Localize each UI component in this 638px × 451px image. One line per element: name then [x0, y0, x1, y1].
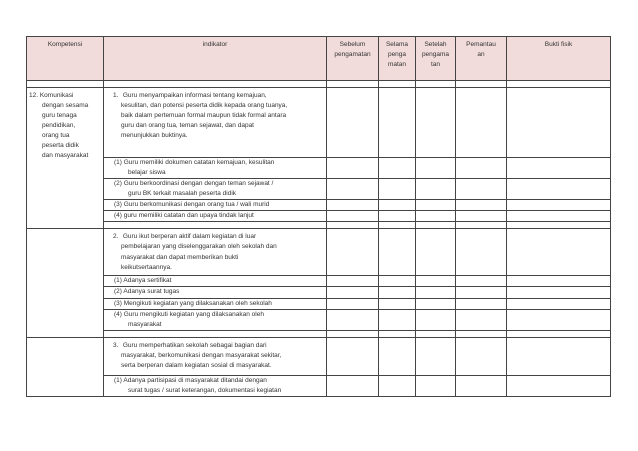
indicator-2: 2. Guru ikut berperan aktif dalam kegiatan di luar pembelajaran yang diselenggarakan oleh sekolah dan masyarakat dan dapat memberikan bukti keikutsertaannya.	[104, 229, 327, 276]
header-pemantauan: Pemantau an	[456, 37, 507, 81]
indicator-1-sub-2: (2) Guru berkoordinasi dengan dengan teman sejawat / guru BK terkait masalah peserta didik	[104, 179, 327, 200]
subitem-row	[27, 375, 611, 396]
indicator-1-sub-1: (1) Guru memiliki dokumen catatan kemajuan, kesulitan belajar siswa	[104, 158, 327, 179]
indicator-1-sub-4: (4) guru memiliki catatan dan upaya tindak lanjut	[104, 211, 327, 222]
header-indikator: indikator	[104, 37, 327, 81]
indicator-3-sub-1: (1) Adanya partisipasi di masyarakat ditandai dengan surat tugas / surat keterangan, dokumentasi kegiatan	[104, 375, 327, 396]
subitem-row	[27, 200, 611, 211]
header-kompetensi: Kompetensi	[27, 37, 104, 81]
competency-cell: 12. Komunikasi dengan sesama guru tenaga pendidikan, orang tua peserta didik dan masyarakat	[27, 88, 104, 229]
indicator-row	[27, 229, 611, 276]
indicator-2-sub-2: (2) Adanya surat tugas	[104, 287, 327, 298]
header-row	[27, 37, 611, 81]
subitem-row	[27, 309, 611, 330]
indicator-2-sub-1: (1) Adanya sertifikat	[104, 276, 327, 287]
header-bukti-fisik: Bukti fisik	[507, 37, 611, 81]
indicator-2-sub-3: (3) Mengikuti kegiatan yang dilaksanakan oleh sekolah	[104, 298, 327, 309]
subitem-row	[27, 179, 611, 200]
indicator-1: 1. Guru menyampaikan informasi tentang kemajuan, kesulitan, dan potensi peserta didik kepada orang tuanya, baik dalam pertemuan formal maupun tidak formal antara guru dan orang tua, teman sejawat, dan dapat menunjukkan buktinya.	[104, 88, 327, 158]
indicator-2-sub-4: (4) Guru mengikuti kegiatan yang dilaksanakan oleh masyarakat	[104, 309, 327, 330]
subitem-row	[27, 276, 611, 287]
observation-table	[26, 36, 611, 397]
subitem-row	[27, 298, 611, 309]
indicator-3: 3. Guru memperhatikan sekolah sebagai bagian dari masyarakat, berkomunikasi dengan masyarakat sekitar, serta berperan dalam kegiatan sosial di masyarakat.	[104, 337, 327, 375]
spacer-row	[27, 81, 611, 88]
subitem-row	[27, 211, 611, 222]
subitem-row	[27, 287, 611, 298]
header-setelah: Setelah pengama tan	[416, 37, 456, 81]
spacer-row	[27, 222, 611, 229]
header-sebelum: Sebelum pengamatan	[327, 37, 379, 81]
indicator-1-sub-3: (3) Guru berkomunikasi dengan orang tua / wali murid	[104, 200, 327, 211]
spacer-row	[27, 330, 611, 337]
subitem-row	[27, 158, 611, 179]
indicator-row	[27, 88, 611, 158]
header-selama: Selama penga matan	[379, 37, 416, 81]
indicator-row	[27, 337, 611, 375]
